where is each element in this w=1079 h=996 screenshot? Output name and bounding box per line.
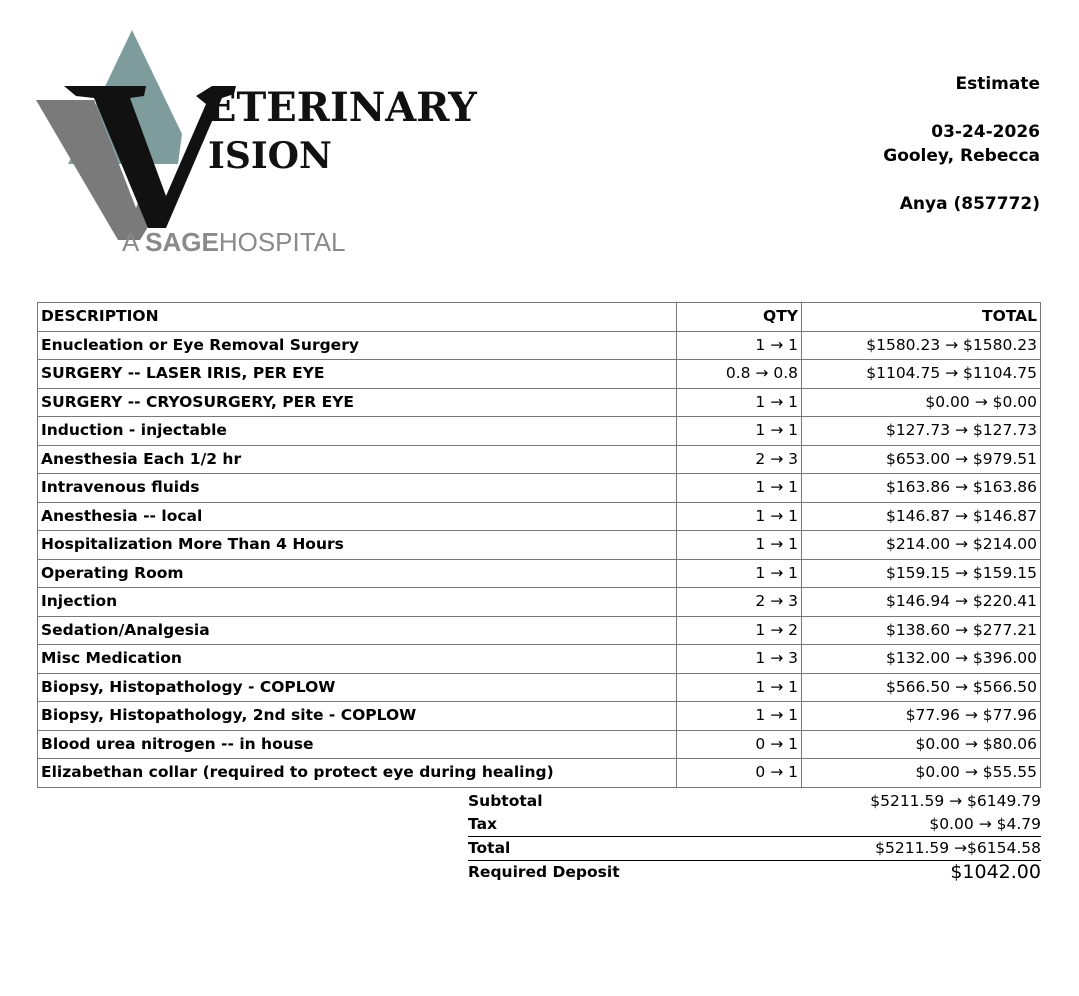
table-row: [38, 588, 1041, 617]
row-qty: 0 → 1: [677, 730, 802, 759]
column-header-description: DESCRIPTION: [38, 303, 677, 332]
row-qty: 1 → 1: [677, 502, 802, 531]
row-qty: 0.8 → 0.8: [677, 360, 802, 389]
row-total: $1580.23 → $1580.23: [802, 331, 1041, 360]
row-description: Induction - injectable: [38, 417, 677, 446]
row-qty: 1 → 1: [677, 559, 802, 588]
row-total: $159.15 → $159.15: [802, 559, 1041, 588]
table-body: [38, 331, 1041, 787]
logo-tagline-bold: SAGE: [145, 227, 219, 257]
total-label: Total: [468, 839, 511, 857]
row-qty: 1 → 3: [677, 645, 802, 674]
logo-tagline: [122, 229, 346, 255]
logo-tagline-prefix: A: [122, 227, 138, 257]
column-header-total: TOTAL: [802, 303, 1041, 332]
row-qty: 1 → 1: [677, 417, 802, 446]
document-title: Estimate: [955, 74, 1040, 94]
row-description: Elizabethan collar (required to protect eye during healing): [38, 759, 677, 788]
row-total: $146.87 → $146.87: [802, 502, 1041, 531]
table-row: [38, 474, 1041, 503]
row-total: $138.60 → $277.21: [802, 616, 1041, 645]
table-row: [38, 616, 1041, 645]
row-total: $0.00 → $80.06: [802, 730, 1041, 759]
table-row: [38, 531, 1041, 560]
row-description: Anesthesia -- local: [38, 502, 677, 531]
row-total: $163.86 → $163.86: [802, 474, 1041, 503]
row-description: Blood urea nitrogen -- in house: [38, 730, 677, 759]
deposit-label: Required Deposit: [468, 863, 620, 881]
row-description: Anesthesia Each 1/2 hr: [38, 445, 677, 474]
subtotal-value: $5211.59 → $6149.79: [870, 792, 1041, 810]
row-description: Biopsy, Histopathology - COPLOW: [38, 673, 677, 702]
table-row: [38, 445, 1041, 474]
row-description: Intravenous fluids: [38, 474, 677, 503]
table-header-row: [38, 303, 1041, 332]
table-row: [38, 502, 1041, 531]
table-row: [38, 360, 1041, 389]
deposit-value: $1042.00: [950, 861, 1041, 883]
row-description: Injection: [38, 588, 677, 617]
tax-row: [468, 813, 1041, 836]
logo-word-eterinary: ETERINARY: [206, 84, 477, 131]
totals-section: [468, 790, 1041, 884]
table-row: [38, 331, 1041, 360]
row-total: $0.00 → $55.55: [802, 759, 1041, 788]
row-total: $214.00 → $214.00: [802, 531, 1041, 560]
table-row: [38, 388, 1041, 417]
row-description: Sedation/Analgesia: [38, 616, 677, 645]
row-description: Biopsy, Histopathology, 2nd site - COPLOW: [38, 702, 677, 731]
row-qty: 1 → 1: [677, 474, 802, 503]
row-description: SURGERY -- LASER IRIS, PER EYE: [38, 360, 677, 389]
table-row: [38, 702, 1041, 731]
row-qty: 1 → 1: [677, 388, 802, 417]
row-qty: 1 → 1: [677, 673, 802, 702]
row-description: SURGERY -- CRYOSURGERY, PER EYE: [38, 388, 677, 417]
tax-label: Tax: [468, 815, 498, 833]
row-description: Hospitalization More Than 4 Hours: [38, 531, 677, 560]
estimate-date: 03-24-2026: [931, 122, 1040, 142]
row-total: $127.73 → $127.73: [802, 417, 1041, 446]
row-description: Operating Room: [38, 559, 677, 588]
row-qty: 2 → 3: [677, 445, 802, 474]
row-total: $653.00 → $979.51: [802, 445, 1041, 474]
subtotal-label: Subtotal: [468, 792, 543, 810]
row-total: $132.00 → $396.00: [802, 645, 1041, 674]
row-total: $0.00 → $0.00: [802, 388, 1041, 417]
table-row: [38, 730, 1041, 759]
patient-name: Anya (857772): [899, 194, 1040, 214]
estimate-table: [37, 302, 1041, 788]
row-qty: 1 → 2: [677, 616, 802, 645]
estimate-header: [883, 72, 1040, 216]
tax-value: $0.00 → $4.79: [929, 815, 1041, 833]
table-row: [38, 645, 1041, 674]
row-total: $77.96 → $77.96: [802, 702, 1041, 731]
row-qty: 1 → 1: [677, 331, 802, 360]
row-qty: 0 → 1: [677, 759, 802, 788]
row-total: $566.50 → $566.50: [802, 673, 1041, 702]
client-name: Gooley, Rebecca: [883, 146, 1040, 166]
table-row: [38, 417, 1041, 446]
row-qty: 1 → 1: [677, 531, 802, 560]
logo-tagline-suffix: HOSPITAL: [218, 227, 346, 257]
table-row: [38, 673, 1041, 702]
row-qty: 2 → 3: [677, 588, 802, 617]
table-row: [38, 759, 1041, 788]
hospital-logo: [36, 28, 476, 264]
total-value: $5211.59 →$6154.58: [875, 839, 1041, 857]
logo-word-ision: ISION: [208, 135, 332, 177]
column-header-qty: QTY: [677, 303, 802, 332]
deposit-row: [468, 860, 1041, 884]
row-total: $1104.75 → $1104.75: [802, 360, 1041, 389]
row-qty: 1 → 1: [677, 702, 802, 731]
subtotal-row: [468, 790, 1041, 813]
table-row: [38, 559, 1041, 588]
row-description: Enucleation or Eye Removal Surgery: [38, 331, 677, 360]
total-row: [468, 836, 1041, 860]
row-description: Misc Medication: [38, 645, 677, 674]
row-total: $146.94 → $220.41: [802, 588, 1041, 617]
